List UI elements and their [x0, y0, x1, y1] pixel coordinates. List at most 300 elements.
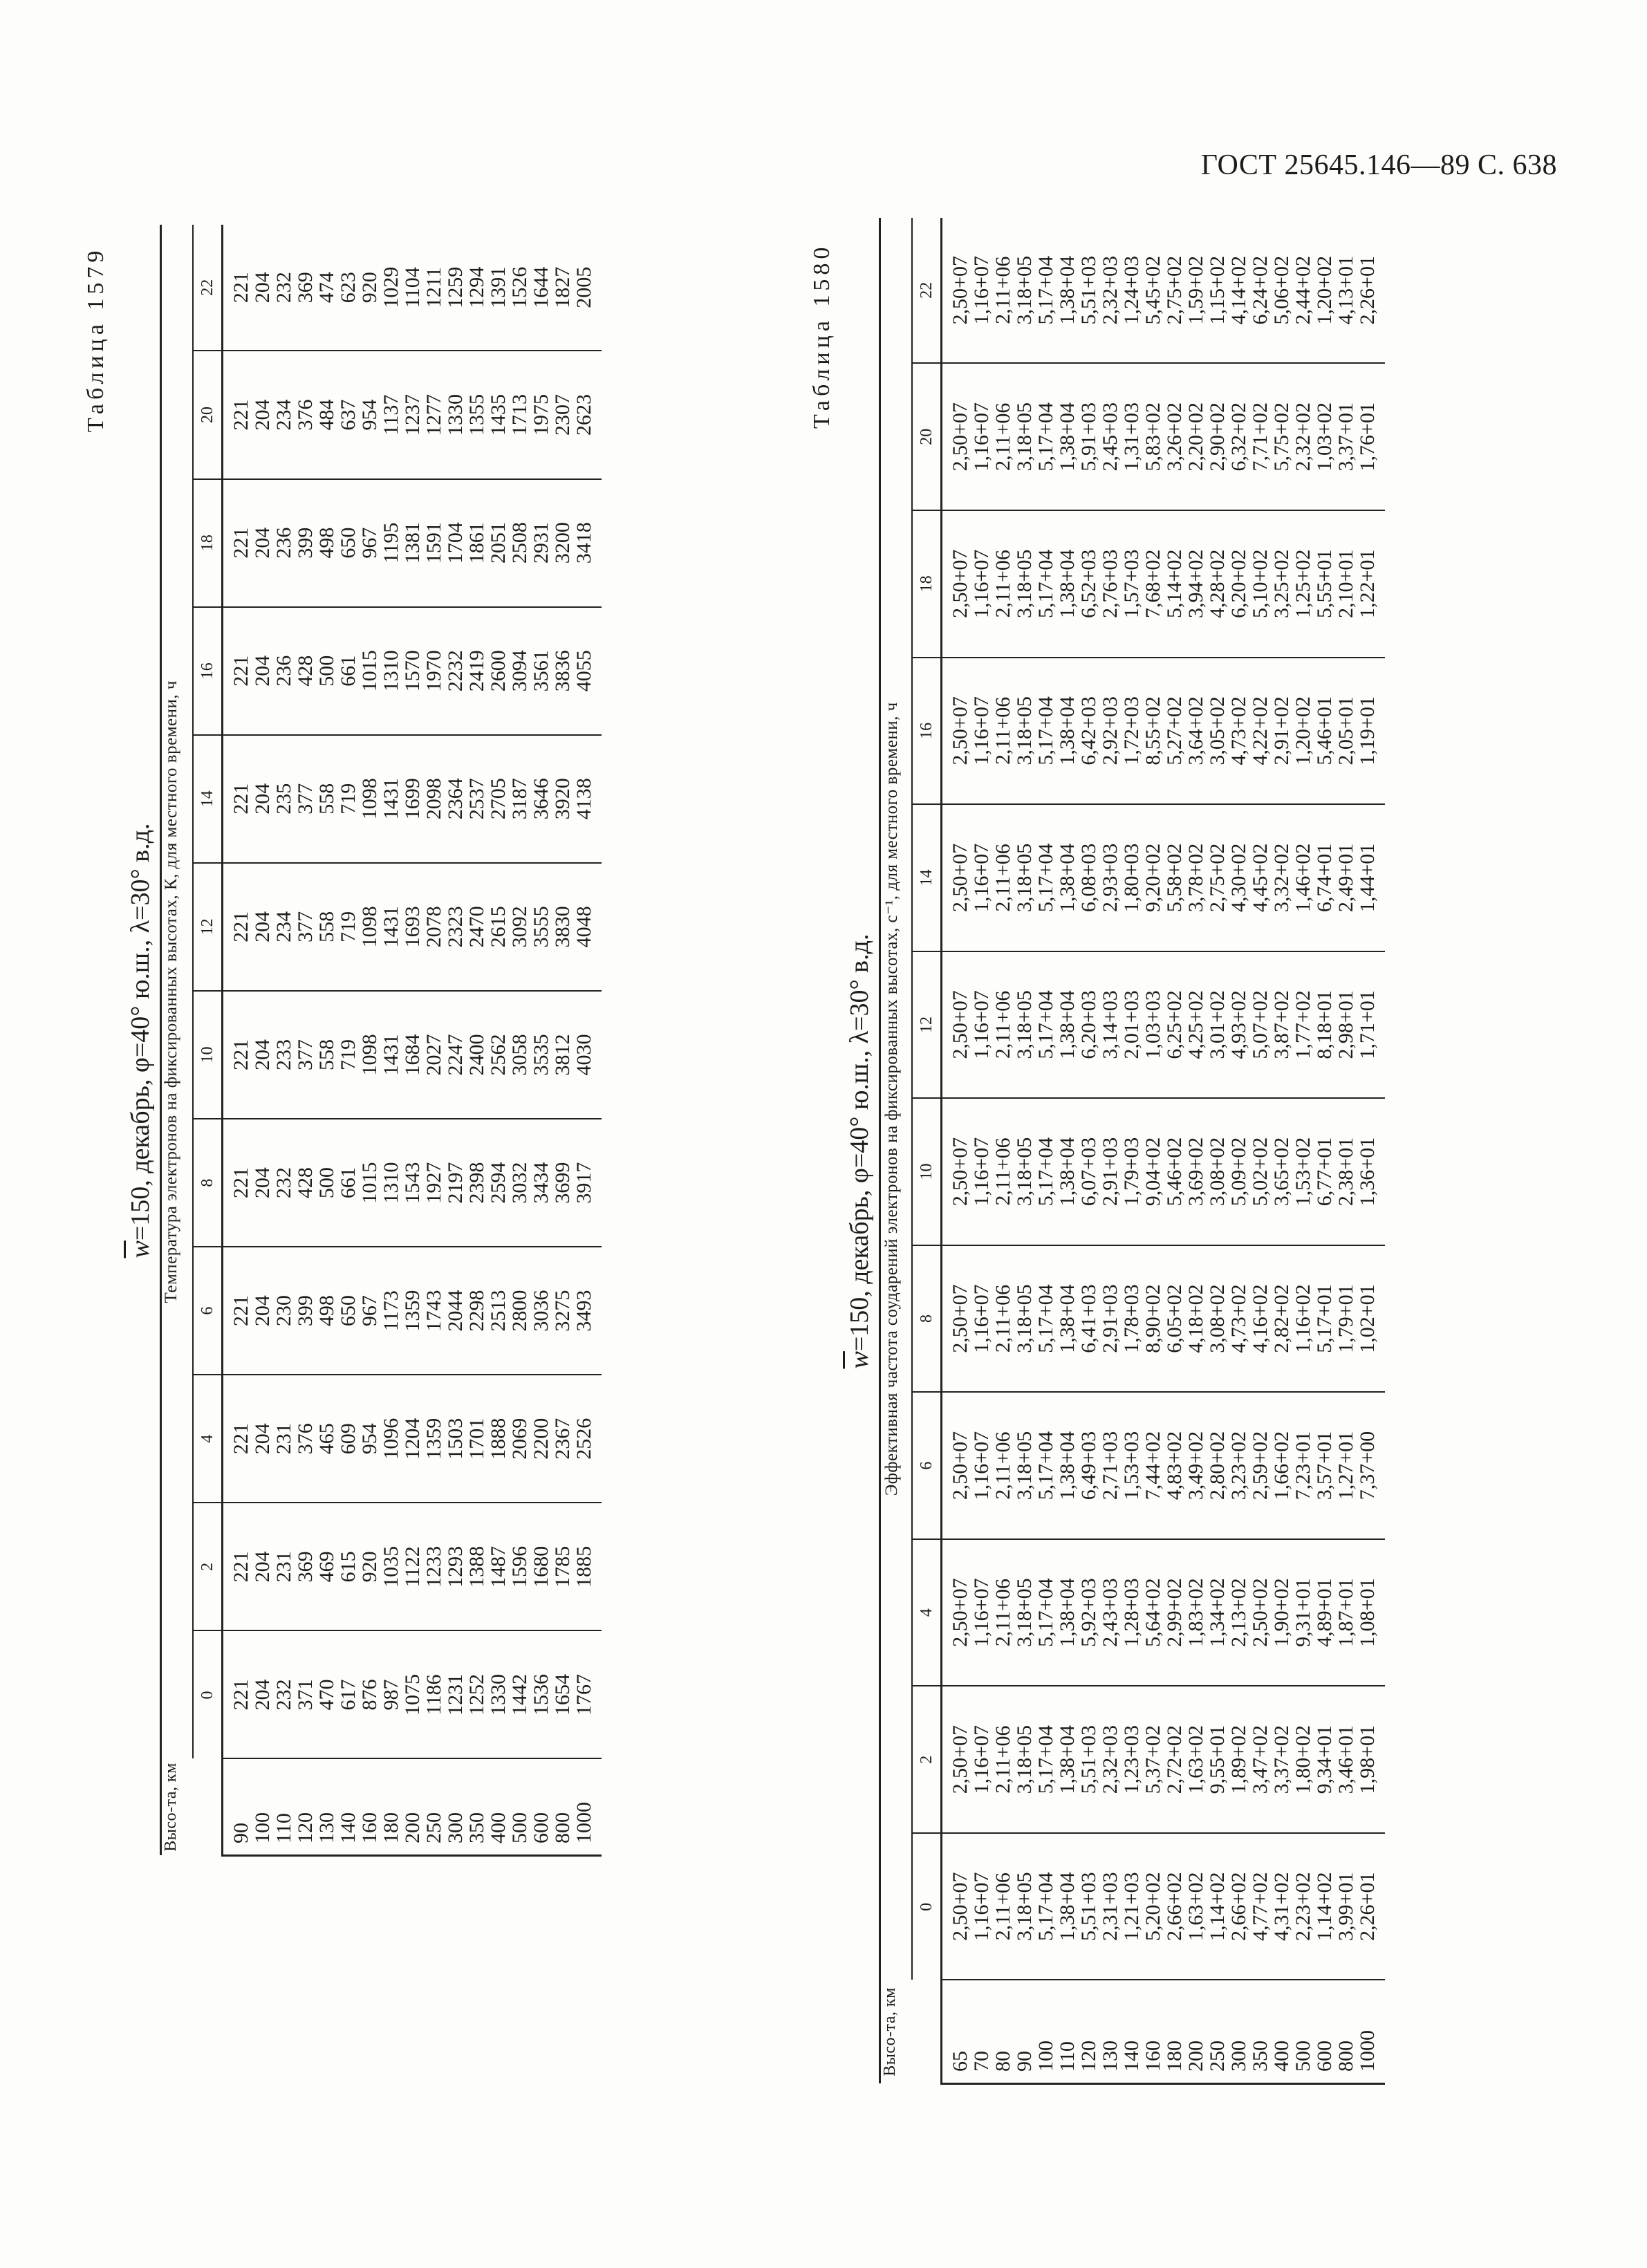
value-cell: 1231: [444, 1673, 467, 1716]
value-cell: 2,20+02: [1184, 402, 1207, 472]
value-cell: 1,16+07: [970, 402, 993, 472]
value-cell: 3032: [508, 1162, 531, 1204]
value-cell: 2623: [573, 394, 595, 436]
value-cell: 232: [272, 1167, 295, 1199]
value-cell: 5,64+02: [1142, 1578, 1164, 1647]
value-cell: 1,89+02: [1227, 1725, 1250, 1794]
value-cell: 1,38+04: [1056, 1578, 1079, 1647]
hour-column-14: [942, 804, 1386, 951]
value-cell: 1359: [401, 1290, 424, 1332]
value-cell: 5,17+04: [1034, 1872, 1057, 1941]
value-cell: 2,50+07: [949, 549, 971, 619]
altitude-cell: 250: [1206, 2041, 1229, 2072]
value-cell: 1570: [401, 650, 424, 692]
hour-column-12: [942, 951, 1386, 1099]
value-cell: 232: [272, 1679, 295, 1711]
value-cell: 1431: [380, 1034, 402, 1076]
value-cell: 1,77+02: [1292, 990, 1314, 1059]
hour-header-10: 10: [193, 991, 223, 1119]
value-cell: 2027: [422, 1034, 445, 1076]
value-cell: 231: [272, 1423, 295, 1455]
table-1580-block: [840, 218, 1559, 2085]
value-cell: 3,49+02: [1184, 1431, 1207, 1500]
value-cell: 1543: [401, 1162, 424, 1204]
value-cell: 232: [272, 272, 295, 304]
value-cell: 1,22+01: [1356, 549, 1379, 619]
value-cell: 5,06+02: [1270, 256, 1293, 325]
value-cell: 2098: [422, 778, 445, 820]
value-cell: 1,80+02: [1292, 1725, 1314, 1794]
altitude-cell: 180: [1163, 2041, 1186, 2072]
value-cell: 2526: [573, 1418, 595, 1460]
altitude-cell: 140: [1120, 2041, 1143, 2072]
value-cell: 2,11+06: [992, 1137, 1014, 1206]
table-subtitle-text: Температура электронов на фиксированных высотах, К, для местного времени, ч: [162, 680, 180, 1303]
value-cell: 6,20+03: [1077, 990, 1100, 1059]
value-cell: 1,16+07: [970, 696, 993, 765]
value-cell: 5,17+04: [1034, 696, 1057, 765]
value-cell: 1,44+01: [1356, 843, 1379, 913]
table-title: [121, 225, 160, 1857]
value-cell: 1,90+02: [1270, 1578, 1293, 1647]
value-cell: 2005: [573, 266, 595, 308]
hour-header-8: 8: [912, 1245, 942, 1393]
value-cell: 4,18+02: [1184, 1284, 1207, 1353]
value-cell: 1098: [358, 1034, 381, 1076]
value-cell: 2,59+02: [1249, 1431, 1272, 1500]
value-cell: 2,71+03: [1099, 1431, 1122, 1500]
value-cell: 5,07+02: [1249, 990, 1272, 1059]
value-cell: 2,50+07: [949, 402, 971, 472]
value-cell: 5,46+01: [1313, 696, 1336, 765]
value-cell: 2,11+06: [992, 1431, 1014, 1500]
table-title-text: =150, декабрь, φ=40° ю.ш., λ=30° в.д.: [845, 933, 874, 1352]
value-cell: 2,50+07: [949, 1872, 971, 1941]
table-1579: [160, 225, 602, 1857]
value-cell: 5,17+04: [1034, 402, 1057, 472]
value-cell: 233: [272, 1039, 295, 1070]
value-cell: 1035: [380, 1545, 402, 1588]
value-cell: 876: [358, 1679, 381, 1711]
value-cell: 221: [230, 1039, 252, 1070]
hour-header-12: 12: [912, 951, 942, 1099]
altitude-cell: 400: [1270, 2041, 1293, 2072]
value-cell: 2051: [487, 522, 510, 564]
table-1579-label: [83, 247, 109, 432]
value-cell: 1,38+04: [1056, 402, 1079, 472]
value-cell: 2298: [465, 1290, 488, 1332]
value-cell: 204: [251, 911, 274, 942]
value-cell: 3535: [530, 1034, 552, 1076]
value-cell: 1,02+01: [1356, 1284, 1379, 1353]
value-cell: 2232: [444, 650, 467, 692]
value-cell: 1,98+01: [1356, 1725, 1379, 1794]
value-cell: 2398: [465, 1162, 488, 1204]
value-cell: 9,04+02: [1142, 1137, 1164, 1207]
value-cell: 1654: [551, 1673, 574, 1716]
value-cell: 236: [272, 527, 295, 559]
value-cell: 204: [251, 1039, 274, 1070]
value-cell: 1644: [530, 266, 552, 308]
value-cell: 1,76+01: [1356, 402, 1379, 472]
value-cell: 2,93+03: [1099, 843, 1122, 913]
value-cell: 5,17+04: [1034, 1137, 1057, 1207]
value-cell: 1536: [530, 1673, 552, 1716]
value-cell: 650: [337, 527, 360, 559]
value-cell: 6,77+01: [1313, 1137, 1336, 1207]
value-cell: 920: [358, 272, 381, 304]
value-cell: 1211: [422, 267, 445, 308]
value-cell: 3836: [551, 650, 574, 692]
value-cell: 3493: [573, 1290, 595, 1332]
hour-header-18: 18: [193, 479, 223, 607]
value-cell: 2,92+03: [1099, 696, 1122, 765]
altitude-cell: 70: [970, 2051, 993, 2072]
value-cell: 6,07+03: [1077, 1137, 1100, 1207]
value-cell: 1,16+07: [970, 1431, 993, 1500]
altitude-cell: 110: [272, 1813, 295, 1843]
value-cell: 719: [337, 1039, 360, 1070]
value-cell: 484: [315, 399, 338, 431]
value-cell: 5,20+02: [1142, 1872, 1164, 1941]
altitude-cell: 500: [508, 1812, 531, 1843]
value-cell: 3561: [530, 650, 552, 692]
hour-header-14: 14: [912, 804, 942, 951]
value-cell: 2,50+07: [949, 1431, 971, 1500]
altitude-header: [161, 1759, 223, 1856]
value-cell: 5,17+04: [1034, 843, 1057, 913]
value-cell: 2323: [444, 906, 467, 948]
value-cell: 2,11+06: [992, 1284, 1014, 1353]
value-cell: 3,18+05: [1013, 1284, 1036, 1353]
value-cell: 3,47+02: [1249, 1725, 1272, 1794]
value-cell: 1596: [508, 1545, 531, 1588]
value-cell: 2,10+01: [1334, 549, 1357, 619]
hour-column-10: [942, 1098, 1386, 1245]
value-cell: 3187: [508, 778, 531, 820]
value-cell: 5,17+04: [1034, 1284, 1057, 1353]
altitude-column: [223, 1759, 602, 1856]
altitude-cell: 90: [230, 1823, 252, 1843]
altitude-cell: 200: [401, 1812, 424, 1843]
value-cell: 2,32+02: [1292, 402, 1314, 472]
value-cell: 1,16+07: [970, 549, 993, 619]
value-cell: 5,51+03: [1077, 1725, 1100, 1794]
value-cell: 3418: [573, 522, 595, 564]
value-cell: 2,50+02: [1249, 1578, 1272, 1647]
value-cell: 6,49+03: [1077, 1431, 1100, 1500]
value-cell: 1767: [573, 1673, 595, 1716]
value-cell: 1,38+04: [1056, 990, 1079, 1059]
value-cell: 1,16+07: [970, 1725, 993, 1794]
value-cell: 1,15+02: [1206, 256, 1229, 325]
altitude-cell: 180: [380, 1812, 402, 1843]
value-cell: 230: [272, 1295, 295, 1327]
altitude-cell: 800: [551, 1812, 574, 1843]
value-cell: 1,27+01: [1334, 1431, 1357, 1500]
value-cell: 2,11+06: [992, 696, 1014, 765]
hour-column-20: [223, 351, 602, 478]
value-cell: 377: [294, 1039, 317, 1070]
value-cell: 204: [251, 1295, 274, 1327]
value-cell: 1785: [551, 1545, 574, 1588]
value-cell: 661: [337, 1167, 360, 1199]
hour-header-row: [193, 225, 223, 1856]
value-cell: 1,38+04: [1056, 256, 1079, 325]
value-cell: 1,57+03: [1120, 549, 1143, 619]
value-cell: 5,17+04: [1034, 1578, 1057, 1647]
table-1579-block: [121, 225, 757, 1857]
value-cell: 5,51+03: [1077, 1872, 1100, 1941]
value-cell: 2470: [465, 906, 488, 948]
value-cell: 3,18+05: [1013, 256, 1036, 325]
value-cell: 5,27+02: [1163, 696, 1186, 765]
value-cell: 1526: [508, 266, 531, 308]
value-cell: 1310: [380, 1162, 402, 1204]
value-cell: 3,37+01: [1334, 402, 1357, 472]
value-cell: 3,26+02: [1163, 402, 1186, 472]
hour-column-10: [223, 991, 602, 1119]
altitude-cell: 800: [1334, 2041, 1357, 2072]
value-cell: 204: [251, 272, 274, 304]
value-cell: 5,14+02: [1163, 549, 1186, 619]
value-cell: 4,16+02: [1249, 1284, 1272, 1353]
value-cell: 4,30+02: [1227, 843, 1250, 913]
value-cell: 1,23+03: [1120, 1725, 1143, 1794]
value-cell: 1098: [358, 906, 381, 948]
table-subtitle-text: Эффективная частота соударений электронов на фиксированных высотах, с⁻¹, для местного времени, ч: [882, 702, 901, 1496]
value-cell: 1,59+02: [1184, 256, 1207, 325]
value-cell: 3,25+02: [1270, 549, 1293, 619]
table-label-text: Таблица 1580: [809, 243, 835, 429]
value-cell: 6,24+02: [1249, 256, 1272, 325]
value-cell: 2,13+02: [1227, 1578, 1250, 1647]
altitude-cell: 200: [1184, 2041, 1207, 2072]
value-cell: 4030: [573, 1034, 595, 1076]
value-cell: 2,23+02: [1292, 1872, 1314, 1941]
value-cell: 7,37+00: [1356, 1431, 1379, 1500]
value-cell: 2,26+01: [1356, 1872, 1379, 1941]
altitude-cell: 110: [1056, 2041, 1079, 2072]
hour-column-12: [223, 863, 602, 991]
value-cell: 1015: [358, 1162, 381, 1204]
value-cell: 3434: [530, 1162, 552, 1204]
value-cell: 204: [251, 527, 274, 559]
hour-column-16: [942, 658, 1386, 805]
value-cell: 1885: [573, 1545, 595, 1588]
value-cell: 1,24+03: [1120, 256, 1143, 325]
value-cell: 204: [251, 1679, 274, 1711]
value-cell: 1704: [444, 522, 467, 564]
value-cell: 1,28+03: [1120, 1578, 1143, 1647]
hour-header-10: 10: [912, 1098, 942, 1245]
value-cell: 4,14+02: [1227, 256, 1250, 325]
value-cell: 470: [315, 1679, 338, 1711]
value-cell: 2,50+07: [949, 843, 971, 913]
altitude-cell: 600: [530, 1812, 552, 1843]
value-cell: 6,52+03: [1077, 549, 1100, 619]
value-cell: 558: [315, 783, 338, 815]
value-cell: 954: [358, 399, 381, 431]
value-cell: 4,89+01: [1313, 1578, 1336, 1647]
value-cell: 1,80+03: [1120, 843, 1143, 913]
value-cell: 1827: [551, 266, 574, 308]
value-cell: 3,94+02: [1184, 549, 1207, 619]
value-cell: 1431: [380, 906, 402, 948]
value-cell: 9,55+01: [1206, 1725, 1229, 1794]
value-cell: 4,25+02: [1184, 990, 1207, 1059]
value-cell: 1,16+07: [970, 256, 993, 325]
value-cell: 5,46+02: [1163, 1137, 1186, 1207]
value-cell: 2,31+03: [1099, 1872, 1122, 1941]
value-cell: 623: [337, 272, 360, 304]
value-cell: 1391: [487, 266, 510, 308]
value-cell: 2,50+07: [949, 1284, 971, 1353]
value-cell: 558: [315, 911, 338, 942]
value-cell: 9,20+02: [1142, 843, 1164, 913]
value-cell: 3,18+05: [1013, 843, 1036, 913]
value-cell: 2,11+06: [992, 550, 1014, 618]
value-cell: 3,78+02: [1184, 843, 1207, 913]
value-cell: 3,18+05: [1013, 549, 1036, 619]
value-cell: 4,83+02: [1163, 1431, 1186, 1500]
value-cell: 3092: [508, 906, 531, 948]
value-cell: 1680: [530, 1545, 552, 1588]
value-cell: 6,20+02: [1227, 549, 1250, 619]
value-cell: 967: [358, 527, 381, 559]
value-cell: 5,17+04: [1034, 256, 1057, 325]
value-cell: 3,18+05: [1013, 1578, 1036, 1647]
value-cell: 221: [230, 783, 252, 815]
w-bar-symbol: $\overline{w}$: [126, 1240, 155, 1258]
value-cell: 3699: [551, 1162, 574, 1204]
value-cell: 2200: [530, 1418, 552, 1460]
value-cell: 498: [315, 1295, 338, 1327]
value-cell: 399: [294, 527, 317, 559]
value-cell: 2,11+06: [992, 1725, 1014, 1794]
value-cell: 4138: [573, 778, 595, 820]
value-cell: 1186: [422, 1674, 445, 1716]
value-cell: 1029: [380, 266, 402, 308]
value-cell: 2,66+02: [1163, 1872, 1186, 1941]
value-cell: 1,87+01: [1334, 1578, 1357, 1647]
value-cell: 4048: [573, 906, 595, 948]
value-cell: 3,87+02: [1270, 990, 1293, 1059]
value-cell: 3917: [573, 1162, 595, 1204]
value-cell: 4055: [573, 650, 595, 692]
value-cell: 231: [272, 1551, 295, 1583]
hour-header-6: 6: [193, 1247, 223, 1375]
value-cell: 2,11+06: [992, 990, 1014, 1059]
value-cell: 2,05+01: [1334, 696, 1357, 765]
altitude-cell: 160: [1142, 2041, 1164, 2072]
value-cell: 2,75+02: [1206, 843, 1229, 913]
table-title: [840, 218, 879, 2085]
value-cell: 1431: [380, 778, 402, 820]
value-cell: 1699: [401, 778, 424, 820]
value-cell: 2,11+06: [992, 844, 1014, 912]
value-cell: 4,77+02: [1249, 1872, 1272, 1941]
value-cell: 2307: [551, 394, 574, 436]
value-cell: 500: [315, 655, 338, 687]
value-cell: 1330: [444, 394, 467, 436]
value-cell: 1861: [465, 522, 488, 564]
value-cell: 8,18+01: [1313, 990, 1336, 1059]
value-cell: 204: [251, 783, 274, 815]
value-cell: 3,18+05: [1013, 402, 1036, 472]
value-cell: 3,08+02: [1206, 1137, 1229, 1207]
value-cell: 3,32+02: [1270, 843, 1293, 913]
value-cell: 221: [230, 1423, 252, 1455]
value-cell: 6,42+03: [1077, 696, 1100, 765]
value-cell: 5,55+01: [1313, 549, 1336, 619]
altitude-cell: 130: [315, 1812, 338, 1843]
value-cell: 1,63+02: [1184, 1725, 1207, 1794]
value-cell: 1,71+01: [1356, 990, 1379, 1059]
value-cell: 474: [315, 272, 338, 304]
value-cell: 2,82+02: [1270, 1284, 1293, 1353]
value-cell: 3200: [551, 522, 574, 564]
value-cell: 5,83+02: [1142, 402, 1164, 472]
value-cell: 2069: [508, 1418, 531, 1460]
value-cell: 1,19+01: [1356, 696, 1379, 765]
value-cell: 1259: [444, 266, 467, 308]
value-cell: 6,32+02: [1227, 402, 1250, 472]
altitude-cell: 300: [444, 1812, 467, 1843]
value-cell: 221: [230, 911, 252, 942]
value-cell: 221: [230, 272, 252, 304]
value-cell: 204: [251, 1167, 274, 1199]
value-cell: 1,03+03: [1142, 990, 1164, 1059]
value-cell: 1975: [530, 394, 552, 436]
hour-column-6: [942, 1392, 1386, 1539]
value-cell: 221: [230, 1679, 252, 1711]
value-cell: 1,16+07: [970, 1578, 993, 1647]
altitude-header-text: Высо-та, км: [162, 1763, 180, 1852]
hour-header-20: 20: [193, 351, 223, 478]
value-cell: 5,91+03: [1077, 402, 1100, 472]
altitude-cell: 500: [1292, 2041, 1314, 2072]
table-body-row: [223, 225, 602, 1856]
value-cell: 6,41+03: [1077, 1284, 1100, 1353]
value-cell: 3,65+02: [1270, 1137, 1293, 1207]
altitude-cell: 120: [294, 1812, 317, 1843]
hour-column-4: [942, 1539, 1386, 1686]
value-cell: 2705: [487, 778, 510, 820]
value-cell: 2615: [487, 906, 510, 948]
value-cell: 5,17+04: [1034, 990, 1057, 1059]
value-cell: 1,14+02: [1313, 1872, 1336, 1941]
value-cell: 2,50+07: [949, 1578, 971, 1647]
altitude-cell: 100: [1034, 2041, 1057, 2072]
value-cell: 1,53+02: [1292, 1137, 1314, 1207]
value-cell: 2,50+07: [949, 990, 971, 1059]
hour-header-4: 4: [193, 1375, 223, 1503]
value-cell: 1,38+04: [1056, 843, 1079, 913]
value-cell: 1,25+02: [1292, 549, 1314, 619]
value-cell: 3,18+05: [1013, 1872, 1036, 1941]
value-cell: 3,14+03: [1099, 990, 1122, 1059]
hour-header-0: 0: [193, 1630, 223, 1758]
hour-column-8: [223, 1119, 602, 1247]
value-cell: 7,23+01: [1292, 1431, 1314, 1500]
hour-column-0: [942, 1833, 1386, 1980]
value-cell: 5,92+03: [1077, 1578, 1100, 1647]
altitude-cell: 80: [992, 2051, 1014, 2072]
value-cell: 1888: [487, 1418, 510, 1460]
value-cell: 2,80+02: [1206, 1431, 1229, 1500]
value-cell: 1310: [380, 650, 402, 692]
